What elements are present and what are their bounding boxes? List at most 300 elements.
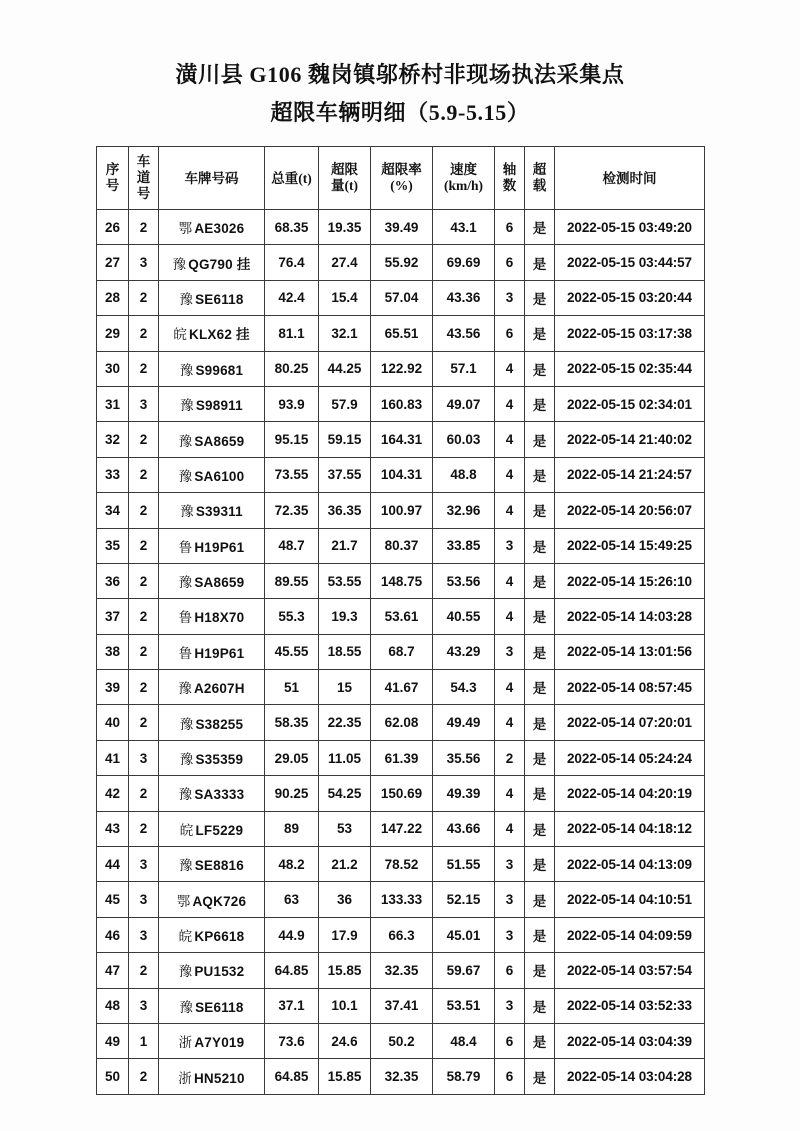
cell-overload: 是 <box>525 988 555 1023</box>
cell-time: 2022-05-14 14:03:28 <box>555 599 705 634</box>
cell-speed: 43.36 <box>433 280 495 315</box>
cell-overload: 是 <box>525 1023 555 1058</box>
cell-over: 15.85 <box>319 1059 371 1094</box>
cell-weight: 93.9 <box>265 386 319 421</box>
cell-plate <box>159 811 265 846</box>
column-header-weight: 总重(t) <box>265 147 319 210</box>
cell-time: 2022-05-15 03:20:44 <box>555 280 705 315</box>
cell-time: 2022-05-14 21:24:57 <box>555 457 705 492</box>
cell-speed: 57.1 <box>433 351 495 386</box>
cell-rate: 57.04 <box>371 280 433 315</box>
cell-seq: 29 <box>97 316 129 351</box>
cell-axles: 4 <box>495 811 525 846</box>
plate-number: H18X70 <box>194 610 245 626</box>
cell-rate: 66.3 <box>371 917 433 952</box>
cell-time: 2022-05-15 02:34:01 <box>555 386 705 421</box>
page-title-line-1: 潢川县 G106 魏岗镇邬桥村非现场执法采集点 <box>175 62 625 87</box>
cell-plate <box>159 634 265 669</box>
cell-axles: 6 <box>495 1023 525 1058</box>
cell-lane: 2 <box>129 457 159 492</box>
cell-speed: 43.1 <box>433 210 495 245</box>
cell-seq: 38 <box>97 634 129 669</box>
cell-lane: 3 <box>129 740 159 775</box>
cell-rate: 147.22 <box>371 811 433 846</box>
plate-region-char: 鄂 <box>178 221 193 237</box>
cell-speed: 54.3 <box>433 670 495 705</box>
cell-plate <box>159 705 265 740</box>
cell-time: 2022-05-15 02:35:44 <box>555 351 705 386</box>
cell-rate: 122.92 <box>371 351 433 386</box>
plate-number: H19P61 <box>194 539 245 555</box>
cell-axles: 3 <box>495 882 525 917</box>
cell-weight: 45.55 <box>265 634 319 669</box>
cell-over: 21.7 <box>319 528 371 563</box>
cell-weight: 29.05 <box>265 740 319 775</box>
cell-seq: 31 <box>97 386 129 421</box>
plate-region-char: 豫 <box>178 433 193 449</box>
plate-region-char: 豫 <box>179 999 194 1015</box>
cell-lane: 3 <box>129 386 159 421</box>
cell-time: 2022-05-14 05:24:24 <box>555 740 705 775</box>
plate-number: QG790 挂 <box>188 256 251 272</box>
cell-speed: 59.67 <box>433 953 495 988</box>
plate-number: H19P61 <box>194 645 245 661</box>
cell-lane: 2 <box>129 811 159 846</box>
cell-speed: 45.01 <box>433 917 495 952</box>
cell-speed: 60.03 <box>433 422 495 457</box>
cell-seq: 37 <box>97 599 129 634</box>
cell-axles: 6 <box>495 1059 525 1094</box>
cell-overload: 是 <box>525 634 555 669</box>
cell-axles: 3 <box>495 847 525 882</box>
cell-rate: 100.97 <box>371 493 433 528</box>
cell-plate <box>159 847 265 882</box>
document-title-block <box>0 0 800 132</box>
cell-rate: 65.51 <box>371 316 433 351</box>
cell-weight: 89 <box>265 811 319 846</box>
cell-plate <box>159 917 265 952</box>
plate-region-char: 豫 <box>178 964 193 980</box>
cell-over: 44.25 <box>319 351 371 386</box>
cell-over: 27.4 <box>319 245 371 280</box>
plate-number: HN5210 <box>193 1070 245 1086</box>
cell-time: 2022-05-14 20:56:07 <box>555 493 705 528</box>
plate-region-char: 鲁 <box>178 610 193 626</box>
cell-seq: 43 <box>97 811 129 846</box>
plate-region-char: 豫 <box>179 291 194 307</box>
cell-plate <box>159 1059 265 1094</box>
cell-over: 53.55 <box>319 563 371 598</box>
cell-lane: 2 <box>129 670 159 705</box>
cell-time: 2022-05-14 04:18:12 <box>555 811 705 846</box>
cell-overload: 是 <box>525 351 555 386</box>
cell-lane: 1 <box>129 1023 159 1058</box>
cell-axles: 4 <box>495 563 525 598</box>
cell-time: 2022-05-14 03:57:54 <box>555 953 705 988</box>
cell-over: 19.35 <box>319 210 371 245</box>
cell-plate <box>159 210 265 245</box>
column-header-over: 超限 量(t) <box>319 147 371 210</box>
cell-axles: 4 <box>495 776 525 811</box>
cell-lane: 3 <box>129 988 159 1023</box>
cell-weight: 95.15 <box>265 422 319 457</box>
cell-overload: 是 <box>525 882 555 917</box>
plate-region-char: 豫 <box>179 362 194 378</box>
cell-seq: 39 <box>97 670 129 705</box>
cell-lane: 2 <box>129 280 159 315</box>
cell-weight: 72.35 <box>265 493 319 528</box>
cell-seq: 36 <box>97 563 129 598</box>
cell-rate: 133.33 <box>371 882 433 917</box>
cell-plate <box>159 563 265 598</box>
cell-weight: 68.35 <box>265 210 319 245</box>
cell-plate <box>159 670 265 705</box>
plate-number: A7Y019 <box>194 1035 245 1051</box>
table-row <box>97 316 705 351</box>
cell-over: 17.9 <box>319 917 371 952</box>
plate-number: SE8816 <box>194 858 244 874</box>
plate-region-char: 皖 <box>179 822 194 838</box>
table-header <box>97 147 705 210</box>
plate-region-char: 豫 <box>178 575 193 591</box>
cell-lane: 2 <box>129 316 159 351</box>
cell-weight: 37.1 <box>265 988 319 1023</box>
cell-over: 59.15 <box>319 422 371 457</box>
cell-overload: 是 <box>525 245 555 280</box>
cell-plate <box>159 882 265 917</box>
cell-overload: 是 <box>525 457 555 492</box>
cell-rate: 55.92 <box>371 245 433 280</box>
cell-weight: 63 <box>265 882 319 917</box>
cell-seq: 33 <box>97 457 129 492</box>
column-header-lane: 车 道 号 <box>129 147 159 210</box>
cell-speed: 58.79 <box>433 1059 495 1094</box>
cell-weight: 48.7 <box>265 528 319 563</box>
cell-lane: 2 <box>129 493 159 528</box>
cell-seq: 27 <box>97 245 129 280</box>
cell-seq: 49 <box>97 1023 129 1058</box>
plate-region-char: 浙 <box>178 1035 193 1051</box>
cell-axles: 3 <box>495 280 525 315</box>
cell-rate: 80.37 <box>371 528 433 563</box>
cell-time: 2022-05-14 15:26:10 <box>555 563 705 598</box>
cell-speed: 43.56 <box>433 316 495 351</box>
table-row <box>97 351 705 386</box>
plate-number: KLX62 挂 <box>189 327 250 343</box>
cell-over: 57.9 <box>319 386 371 421</box>
cell-lane: 2 <box>129 953 159 988</box>
cell-lane: 2 <box>129 776 159 811</box>
cell-seq: 45 <box>97 882 129 917</box>
cell-lane: 3 <box>129 245 159 280</box>
cell-axles: 3 <box>495 917 525 952</box>
table-header-row <box>97 147 705 210</box>
cell-plate <box>159 599 265 634</box>
cell-axles: 6 <box>495 953 525 988</box>
cell-seq: 50 <box>97 1059 129 1094</box>
cell-speed: 33.85 <box>433 528 495 563</box>
plate-number: LF5229 <box>195 822 244 838</box>
cell-axles: 2 <box>495 740 525 775</box>
cell-overload: 是 <box>525 670 555 705</box>
table-row <box>97 1059 705 1094</box>
cell-lane: 3 <box>129 882 159 917</box>
table-row <box>97 528 705 563</box>
cell-weight: 55.3 <box>265 599 319 634</box>
cell-axles: 4 <box>495 457 525 492</box>
cell-weight: 73.6 <box>265 1023 319 1058</box>
plate-region-char: 豫 <box>178 681 192 697</box>
cell-rate: 32.35 <box>371 953 433 988</box>
cell-rate: 37.41 <box>371 988 433 1023</box>
plate-region-char: 豫 <box>180 504 194 520</box>
cell-time: 2022-05-15 03:17:38 <box>555 316 705 351</box>
cell-plate <box>159 528 265 563</box>
cell-weight: 64.85 <box>265 953 319 988</box>
cell-over: 36 <box>319 882 371 917</box>
cell-lane: 2 <box>129 1059 159 1094</box>
cell-time: 2022-05-14 04:20:19 <box>555 776 705 811</box>
cell-weight: 64.85 <box>265 1059 319 1094</box>
table-row <box>97 670 705 705</box>
cell-time: 2022-05-14 04:09:59 <box>555 917 705 952</box>
plate-number: KP6618 <box>194 929 245 944</box>
table-row <box>97 210 705 245</box>
cell-overload: 是 <box>525 847 555 882</box>
cell-plate <box>159 953 265 988</box>
cell-plate <box>159 457 265 492</box>
cell-axles: 4 <box>495 599 525 634</box>
cell-seq: 34 <box>97 493 129 528</box>
cell-over: 24.6 <box>319 1023 371 1058</box>
plate-region-char: 豫 <box>172 256 187 272</box>
table-row <box>97 634 705 669</box>
cell-seq: 44 <box>97 847 129 882</box>
cell-rate: 78.52 <box>371 847 433 882</box>
cell-rate: 68.7 <box>371 634 433 669</box>
plate-number: SA3333 <box>194 787 245 803</box>
plate-number: PU1532 <box>194 964 245 980</box>
plate-number: S35359 <box>195 752 244 768</box>
cell-rate: 62.08 <box>371 705 433 740</box>
overload-vehicle-table <box>96 146 705 1095</box>
cell-lane: 2 <box>129 528 159 563</box>
cell-overload: 是 <box>525 1059 555 1094</box>
cell-plate <box>159 245 265 280</box>
plate-number: S39311 <box>195 504 243 520</box>
cell-over: 32.1 <box>319 316 371 351</box>
cell-axles: 4 <box>495 386 525 421</box>
cell-rate: 150.69 <box>371 776 433 811</box>
column-header-time: 检测时间 <box>555 147 705 210</box>
cell-seq: 28 <box>97 280 129 315</box>
cell-weight: 90.25 <box>265 776 319 811</box>
cell-speed: 49.49 <box>433 705 495 740</box>
column-header-plate: 车牌号码 <box>159 147 265 210</box>
cell-overload: 是 <box>525 210 555 245</box>
cell-rate: 32.35 <box>371 1059 433 1094</box>
cell-overload: 是 <box>525 953 555 988</box>
cell-lane: 2 <box>129 634 159 669</box>
cell-speed: 52.15 <box>433 882 495 917</box>
cell-weight: 80.25 <box>265 351 319 386</box>
plate-number: S38255 <box>195 716 244 732</box>
cell-axles: 6 <box>495 210 525 245</box>
cell-weight: 81.1 <box>265 316 319 351</box>
cell-speed: 48.8 <box>433 457 495 492</box>
cell-over: 10.1 <box>319 988 371 1023</box>
cell-overload: 是 <box>525 563 555 598</box>
cell-time: 2022-05-14 03:04:39 <box>555 1023 705 1058</box>
cell-speed: 40.55 <box>433 599 495 634</box>
table-row <box>97 705 705 740</box>
cell-plate <box>159 740 265 775</box>
cell-overload: 是 <box>525 811 555 846</box>
cell-weight: 44.9 <box>265 917 319 952</box>
cell-lane: 2 <box>129 599 159 634</box>
cell-overload: 是 <box>525 528 555 563</box>
cell-plate <box>159 422 265 457</box>
cell-seq: 32 <box>97 422 129 457</box>
cell-seq: 48 <box>97 988 129 1023</box>
table-row <box>97 1023 705 1058</box>
overload-vehicle-table-wrap <box>96 146 704 1095</box>
table-row <box>97 988 705 1023</box>
plate-region-char: 豫 <box>179 858 193 874</box>
cell-rate: 104.31 <box>371 457 433 492</box>
plate-number: SA8659 <box>194 433 245 449</box>
cell-seq: 26 <box>97 210 129 245</box>
plate-number: SA8659 <box>194 575 245 591</box>
plate-region-char: 豫 <box>178 468 193 484</box>
cell-rate: 164.31 <box>371 422 433 457</box>
table-row <box>97 917 705 952</box>
cell-plate <box>159 493 265 528</box>
page-title-line-2: 超限车辆明细（5.9-5.15） <box>270 100 530 125</box>
cell-over: 15 <box>319 670 371 705</box>
cell-overload: 是 <box>525 599 555 634</box>
cell-seq: 30 <box>97 351 129 386</box>
cell-plate <box>159 386 265 421</box>
cell-over: 37.55 <box>319 457 371 492</box>
cell-rate: 39.49 <box>371 210 433 245</box>
cell-rate: 50.2 <box>371 1023 433 1058</box>
column-header-overload: 超 载 <box>525 147 555 210</box>
cell-seq: 40 <box>97 705 129 740</box>
plate-number: SE6118 <box>195 999 244 1015</box>
cell-lane: 2 <box>129 422 159 457</box>
cell-over: 54.25 <box>319 776 371 811</box>
cell-rate: 61.39 <box>371 740 433 775</box>
cell-overload: 是 <box>525 740 555 775</box>
cell-axles: 3 <box>495 528 525 563</box>
cell-axles: 6 <box>495 316 525 351</box>
plate-region-char: 皖 <box>178 929 193 944</box>
plate-number: SA6100 <box>194 468 245 484</box>
cell-rate: 53.61 <box>371 599 433 634</box>
cell-plate <box>159 316 265 351</box>
cell-overload: 是 <box>525 422 555 457</box>
plate-number: S98911 <box>195 398 243 414</box>
cell-plate <box>159 1023 265 1058</box>
cell-overload: 是 <box>525 316 555 351</box>
cell-plate <box>159 351 265 386</box>
cell-overload: 是 <box>525 386 555 421</box>
table-row <box>97 563 705 598</box>
cell-time: 2022-05-14 07:20:01 <box>555 705 705 740</box>
cell-lane: 3 <box>129 847 159 882</box>
cell-speed: 32.96 <box>433 493 495 528</box>
cell-axles: 4 <box>495 670 525 705</box>
table-row <box>97 386 705 421</box>
cell-speed: 69.69 <box>433 245 495 280</box>
cell-plate <box>159 776 265 811</box>
cell-lane: 2 <box>129 351 159 386</box>
cell-speed: 43.66 <box>433 811 495 846</box>
cell-seq: 47 <box>97 953 129 988</box>
cell-time: 2022-05-15 03:44:57 <box>555 245 705 280</box>
cell-lane: 2 <box>129 705 159 740</box>
plate-region-char: 浙 <box>178 1070 192 1086</box>
table-row <box>97 740 705 775</box>
cell-speed: 48.4 <box>433 1023 495 1058</box>
table-body <box>97 210 705 1095</box>
cell-weight: 73.55 <box>265 457 319 492</box>
cell-weight: 51 <box>265 670 319 705</box>
cell-axles: 4 <box>495 493 525 528</box>
cell-time: 2022-05-14 13:01:56 <box>555 634 705 669</box>
table-row <box>97 953 705 988</box>
cell-seq: 42 <box>97 776 129 811</box>
column-header-rate: 超限率 (%) <box>371 147 433 210</box>
cell-time: 2022-05-14 21:40:02 <box>555 422 705 457</box>
plate-region-char: 皖 <box>173 327 188 343</box>
cell-over: 53 <box>319 811 371 846</box>
cell-weight: 76.4 <box>265 245 319 280</box>
cell-time: 2022-05-15 03:49:20 <box>555 210 705 245</box>
cell-axles: 4 <box>495 705 525 740</box>
plate-region-char: 鲁 <box>178 645 193 661</box>
cell-plate <box>159 988 265 1023</box>
cell-lane: 3 <box>129 917 159 952</box>
cell-weight: 58.35 <box>265 705 319 740</box>
cell-lane: 2 <box>129 210 159 245</box>
table-row <box>97 457 705 492</box>
cell-seq: 46 <box>97 917 129 952</box>
cell-plate <box>159 280 265 315</box>
cell-axles: 6 <box>495 245 525 280</box>
table-row <box>97 811 705 846</box>
cell-rate: 160.83 <box>371 386 433 421</box>
cell-over: 22.35 <box>319 705 371 740</box>
cell-speed: 49.07 <box>433 386 495 421</box>
column-header-seq: 序 号 <box>97 147 129 210</box>
cell-axles: 4 <box>495 351 525 386</box>
cell-speed: 51.55 <box>433 847 495 882</box>
cell-overload: 是 <box>525 917 555 952</box>
cell-rate: 148.75 <box>371 563 433 598</box>
cell-speed: 49.39 <box>433 776 495 811</box>
cell-overload: 是 <box>525 493 555 528</box>
table-row <box>97 847 705 882</box>
plate-region-char: 鄂 <box>176 893 191 909</box>
plate-region-char: 豫 <box>178 787 193 803</box>
cell-speed: 53.56 <box>433 563 495 598</box>
plate-region-char: 豫 <box>179 752 194 768</box>
plate-number: AE3026 <box>194 221 245 237</box>
cell-axles: 4 <box>495 422 525 457</box>
plate-number: A2607H <box>193 681 245 697</box>
